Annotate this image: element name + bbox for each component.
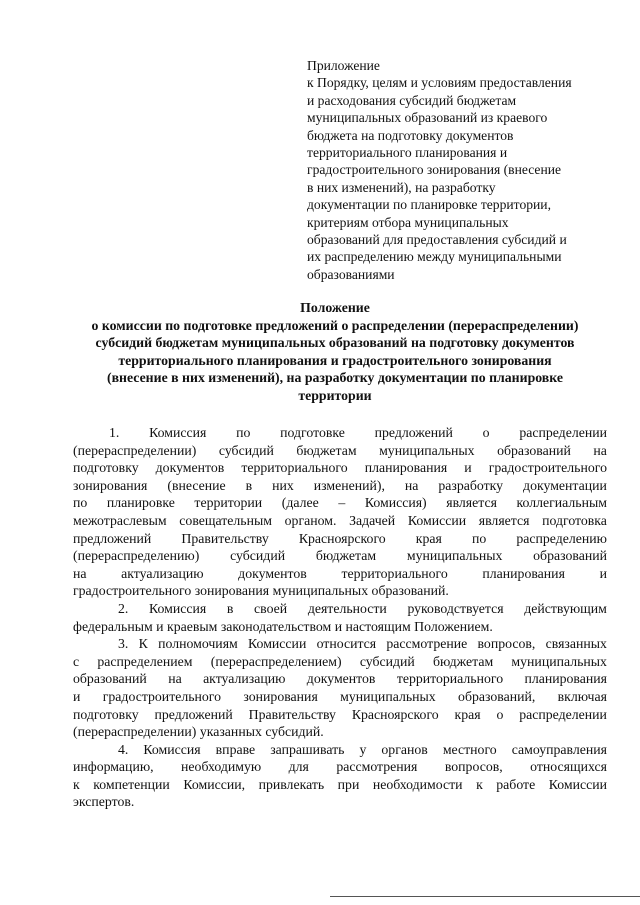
word: и <box>464 460 472 476</box>
word: градостроительного <box>488 460 607 476</box>
word: распределением <box>97 653 193 669</box>
word: относится <box>316 636 377 652</box>
word: (перераспределению) <box>73 548 200 564</box>
word: Комиссия <box>143 741 201 757</box>
paragraph-1 <box>73 424 607 600</box>
word: градостроительного <box>102 688 222 704</box>
word: подготовка <box>542 512 607 528</box>
word: вопросов, <box>444 759 503 775</box>
word: 1. <box>109 425 120 440</box>
word: К <box>138 636 148 652</box>
word: при <box>337 776 360 792</box>
word: территории <box>194 495 263 511</box>
word: территориального <box>341 565 448 581</box>
justified-line <box>73 758 607 776</box>
justified-line <box>73 494 607 512</box>
word: по <box>236 425 251 440</box>
word: подготовку <box>73 460 139 476</box>
justified-line <box>73 442 607 460</box>
last-line: (перераспределении) указанных субсидий. <box>73 724 324 740</box>
word: руководствуется <box>407 600 504 616</box>
word: вопросов, <box>477 636 536 652</box>
word: в <box>226 600 234 616</box>
paragraph-3 <box>73 635 607 741</box>
word: необходимости <box>372 776 463 792</box>
justified-line <box>73 653 607 671</box>
appendix-line: документации по планировке территории, <box>307 197 551 213</box>
appendix-line: к Порядку, целям и условиям предоставления <box>307 75 572 91</box>
justified-line <box>73 424 607 442</box>
word: документации <box>523 477 607 493</box>
word: включая <box>557 688 607 704</box>
appendix-line: в них изменений), на разработку <box>307 179 496 195</box>
word: по <box>73 495 88 511</box>
word: местного <box>442 741 497 757</box>
justified-line <box>73 741 607 759</box>
word: и <box>73 688 81 704</box>
word: изменений), <box>313 477 385 493</box>
word: к <box>476 776 483 792</box>
word: территориального <box>241 460 348 476</box>
last-line: градостроительного зонирования муниципальных образований. <box>73 583 449 599</box>
word: с <box>73 653 80 669</box>
word: образований <box>533 548 607 564</box>
justified-line <box>73 530 607 548</box>
word: к <box>73 776 80 792</box>
word: – <box>338 495 346 511</box>
document-title <box>60 299 610 405</box>
appendix-line: бюджета на подготовку документов <box>307 127 514 143</box>
word: своей <box>254 600 288 616</box>
appendix-line: их распределению между муниципальными <box>307 249 562 265</box>
word: муниципальных <box>379 442 475 458</box>
word: Комиссии <box>248 636 307 652</box>
word: субсидий <box>218 442 274 458</box>
word: запрашивать <box>270 741 345 757</box>
word: на <box>73 565 87 581</box>
word: разработку <box>438 477 504 493</box>
justified-line <box>73 565 607 583</box>
justified-line <box>73 776 607 794</box>
document-body <box>73 424 607 811</box>
word: 3. <box>118 636 129 652</box>
appendix-line: и расходования субсидий бюджетам <box>307 92 517 108</box>
word: у <box>359 741 367 757</box>
justified-line <box>73 512 607 530</box>
word: для <box>288 759 309 775</box>
word: Комиссии <box>407 512 467 528</box>
word: самоуправления <box>511 741 607 757</box>
justified-line <box>73 635 607 653</box>
word: образований <box>497 442 571 458</box>
word: распределению <box>516 530 607 546</box>
word: органом. <box>284 512 337 528</box>
paragraph-2 <box>73 600 607 635</box>
word: Правительству <box>248 706 336 722</box>
word: Комиссия <box>149 600 207 616</box>
word: привлекать <box>258 776 325 792</box>
appendix-header <box>307 57 607 283</box>
word: рассмотрение <box>386 636 468 652</box>
word: на <box>404 477 419 493</box>
word: информацию, <box>73 759 154 775</box>
word: муниципальных <box>340 688 436 704</box>
word: 2. <box>118 600 129 616</box>
justified-line <box>73 706 607 724</box>
word: на <box>593 442 607 458</box>
word: документов <box>306 671 376 687</box>
word: необходимую <box>181 759 262 775</box>
word: связанных <box>545 636 607 652</box>
word: действующим <box>524 600 607 616</box>
appendix-line: критериям отбора муниципальных <box>307 214 509 230</box>
word: Красноярского <box>351 706 439 722</box>
word: зонирования <box>73 477 148 493</box>
word: планирования <box>524 671 607 687</box>
word: муниципальных <box>511 653 607 669</box>
word: органов <box>381 741 428 757</box>
word: них <box>272 477 294 493</box>
word: подготовку <box>73 706 139 722</box>
word: Комиссии <box>548 776 607 792</box>
word: на <box>168 671 182 687</box>
word: бюджетам <box>315 548 377 564</box>
word: по <box>471 530 487 546</box>
word: субсидий <box>359 653 415 669</box>
justified-line <box>73 688 607 706</box>
word: Комиссии, <box>183 776 246 792</box>
word: коллегиальным <box>516 495 607 511</box>
word: распределении <box>519 425 607 440</box>
appendix-line: градостроительного зонирования (внесение <box>307 162 562 178</box>
title-line: Положение <box>300 300 370 315</box>
word: планировке <box>106 495 175 511</box>
word: и <box>599 565 607 581</box>
word: (перераспределением) <box>210 653 342 669</box>
page-edge-line <box>330 896 640 897</box>
word: документов <box>238 565 307 581</box>
word: зонирования <box>243 688 318 704</box>
word: (далее <box>281 495 319 511</box>
paragraph-4 <box>73 741 607 811</box>
word: межотраслевым <box>73 512 167 528</box>
justified-line <box>73 547 607 565</box>
justified-line <box>73 600 607 618</box>
word: относящихся <box>530 759 607 775</box>
title-line: (внесение в них изменений), на разработку документации по планировке <box>106 370 563 386</box>
word: (внесение <box>167 477 226 493</box>
word: Красноярского <box>298 530 386 546</box>
word: муниципальных <box>406 548 503 564</box>
word: о <box>482 425 490 440</box>
last-line: федеральным и краевым законодательством и настоящим Положением. <box>73 618 493 634</box>
word: является <box>478 512 530 528</box>
word: планирования <box>364 460 448 476</box>
justified-line <box>73 459 607 477</box>
word: подготовке <box>280 425 345 440</box>
word: актуализацию <box>203 671 286 687</box>
word: бюджетам <box>433 653 494 669</box>
appendix-line: муниципальных образований из краевого <box>307 110 548 126</box>
word: (перераспределении) <box>73 442 197 458</box>
word: компетенции <box>93 776 170 792</box>
title-line: территориального планирования и градостроительного зонирования <box>118 352 552 368</box>
word: субсидий <box>230 548 286 564</box>
justified-line <box>73 477 607 495</box>
word: является <box>446 495 497 511</box>
title-line: о комиссии по подготовке предложений о распределении (перераспределении) <box>91 317 579 333</box>
word: совещательным <box>179 512 272 528</box>
word: документов <box>155 460 225 476</box>
word: 4. <box>118 741 129 757</box>
word: предложений <box>73 530 152 546</box>
word: полномочиям <box>158 636 238 652</box>
word: бюджетам <box>296 442 357 458</box>
word: территориального <box>396 671 504 687</box>
word: образований <box>73 671 147 687</box>
word: предложений <box>374 425 453 440</box>
word: предложений <box>154 706 233 722</box>
word: распределении <box>519 706 607 722</box>
word: актуализацию <box>121 565 204 581</box>
word: Комиссия <box>149 425 207 440</box>
word: Правительству <box>181 530 269 546</box>
word: рассмотрения <box>336 759 418 775</box>
word: о <box>496 706 504 722</box>
title-line: территории <box>298 387 372 403</box>
last-line: экспертов. <box>73 794 135 810</box>
word: планирования <box>482 565 565 581</box>
word: деятельности <box>307 600 387 616</box>
justified-line <box>73 670 607 688</box>
word: края <box>454 706 481 722</box>
appendix-line: Приложение <box>307 58 380 73</box>
title-line: субсидий бюджетам муниципальных образований на подготовку документов <box>95 335 575 351</box>
word: образований, <box>458 688 536 704</box>
appendix-line: образованиями <box>307 266 395 282</box>
word: работе <box>496 776 536 792</box>
appendix-line: образований для предоставления субсидий и <box>307 232 567 248</box>
word: вправе <box>215 741 256 757</box>
word: в <box>245 477 253 493</box>
appendix-line: территориального планирования и <box>307 145 508 161</box>
word: Задачей <box>349 512 396 528</box>
word: края <box>415 530 442 546</box>
word: Комиссия) <box>364 495 427 511</box>
